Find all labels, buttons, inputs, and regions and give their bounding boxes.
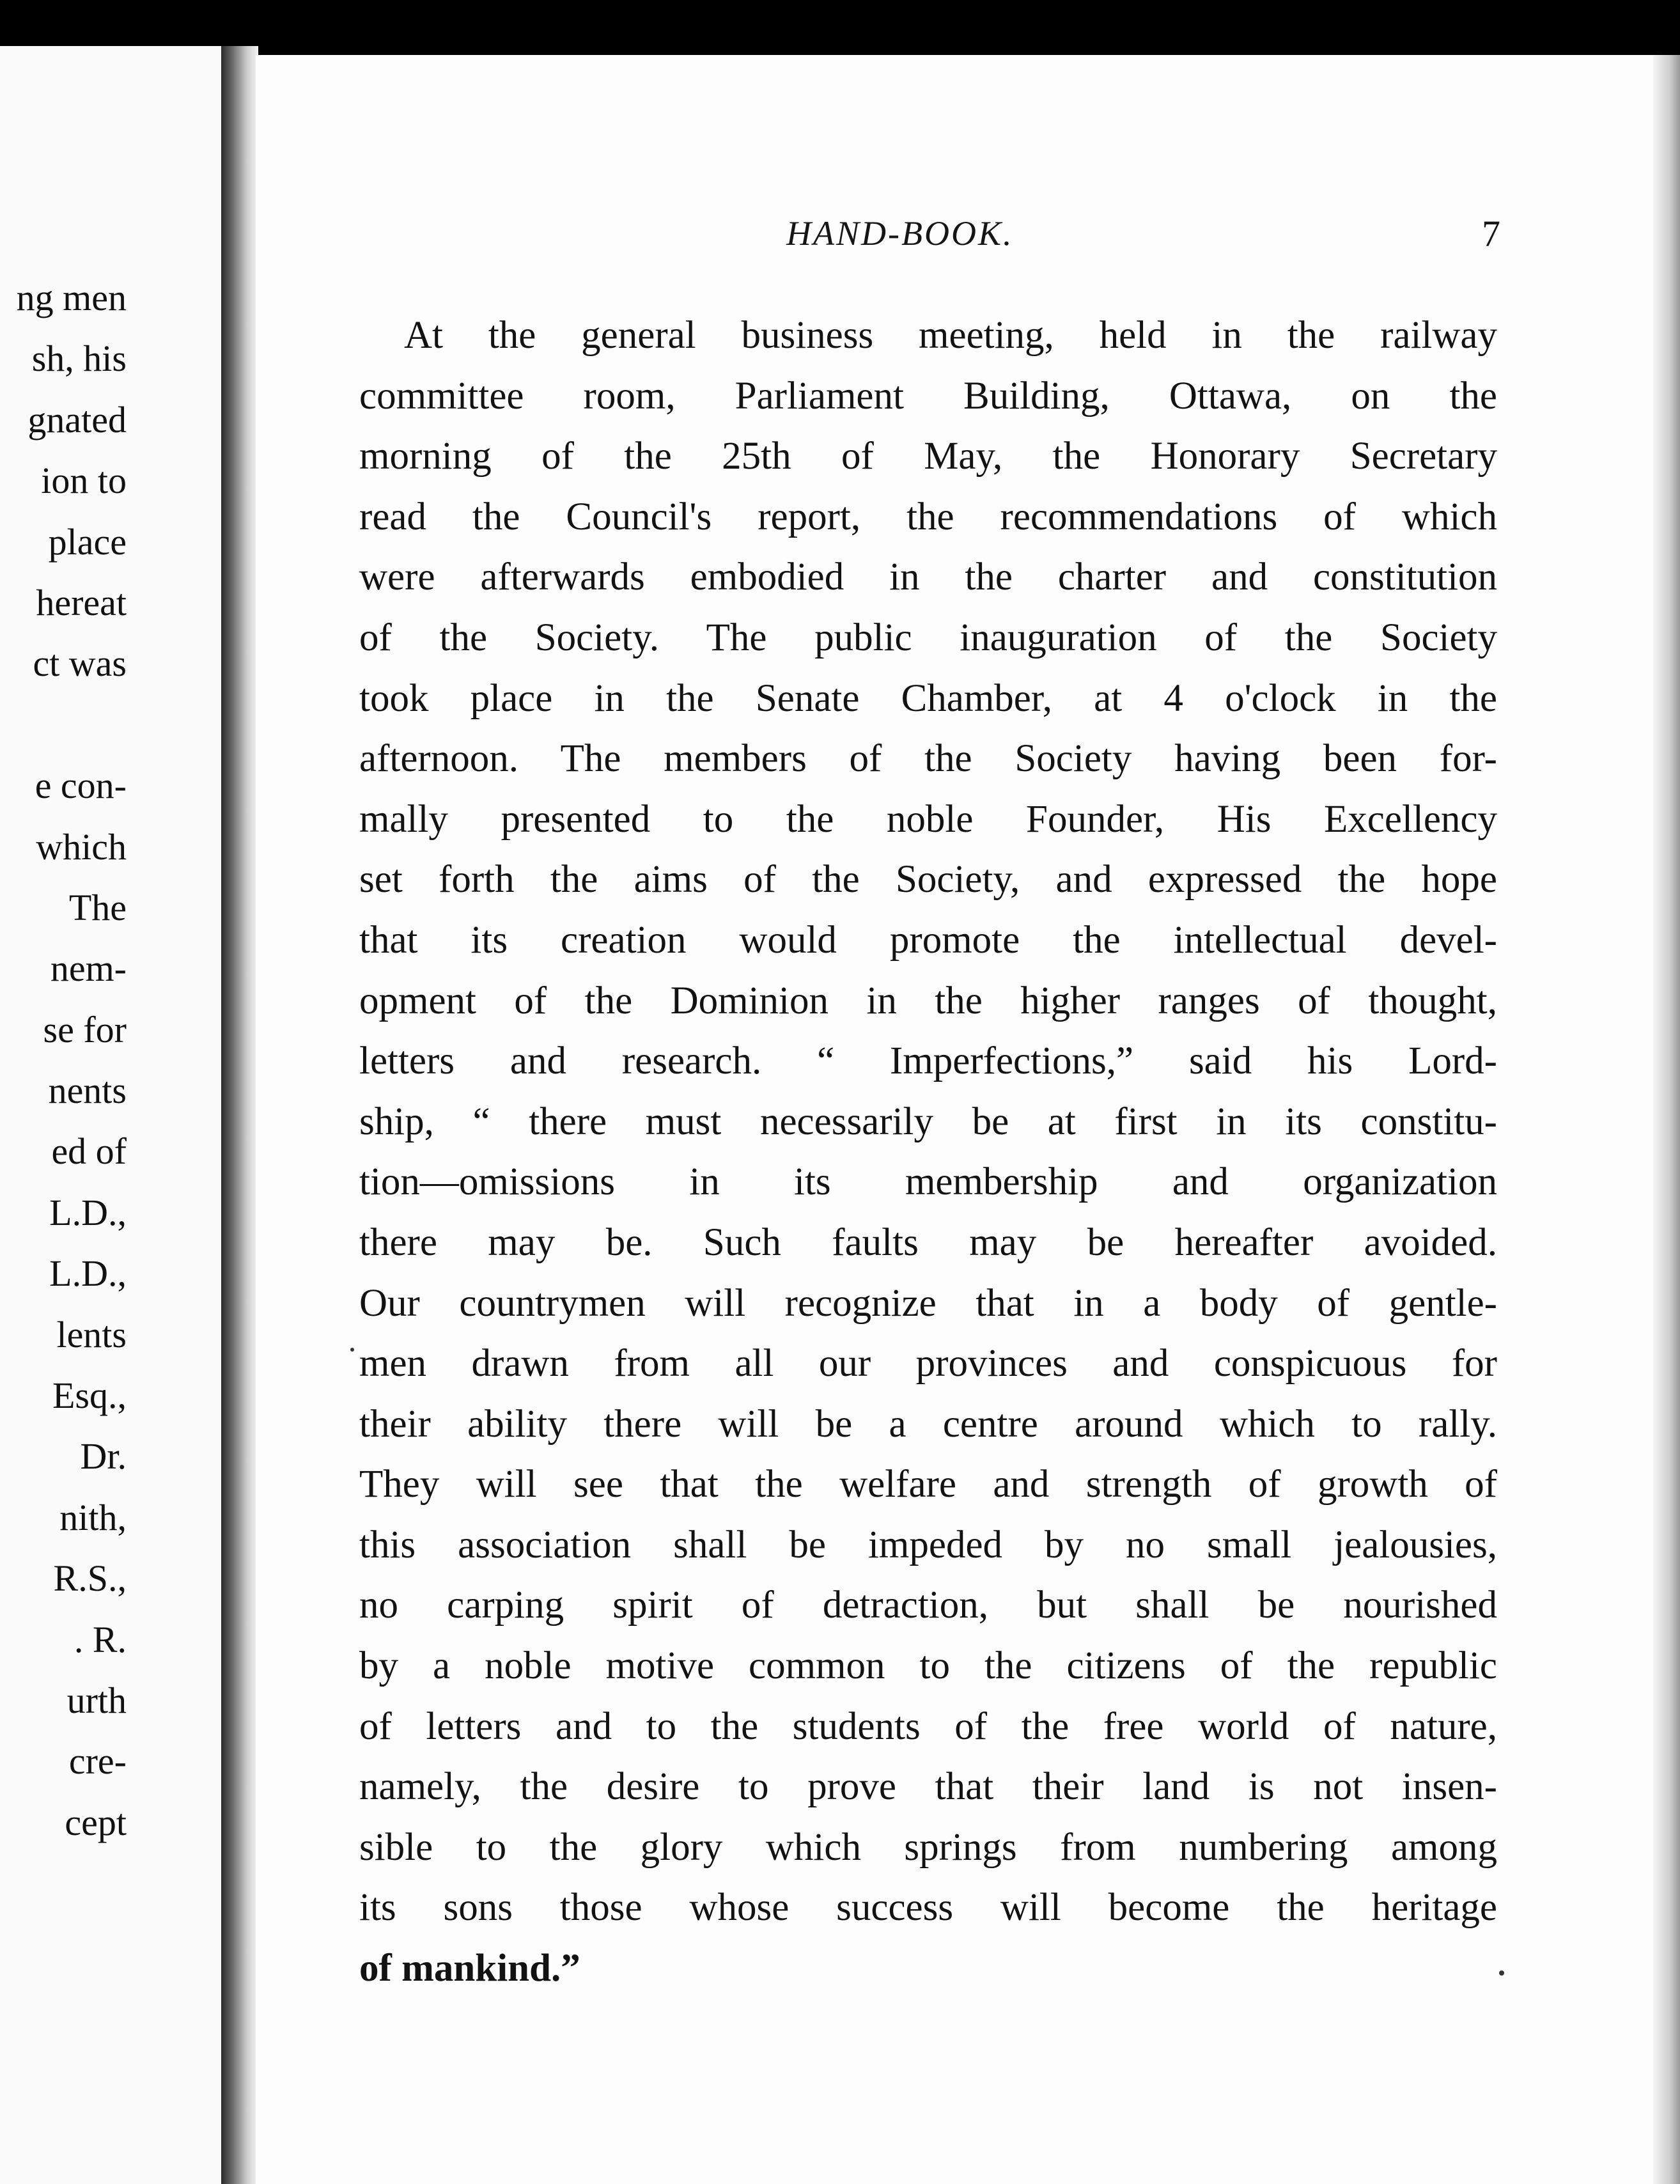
body-line-17: Our countrymen will recognize that in a body of gentle- [359, 1281, 1497, 1325]
left-line-24: urth [66, 1679, 127, 1721]
body-line-28: of mankind.” [359, 1947, 580, 1990]
left-line-12: nem- [50, 948, 127, 990]
left-line-10: which [36, 825, 127, 868]
left-line-11: The [68, 886, 127, 928]
left-page-text [0, 267, 225, 1853]
body-line-16: there may be. Such faults may be hereafter avoided. [359, 1221, 1497, 1264]
body-line-8: afternoon. The members of the Society having been for- [359, 737, 1497, 781]
body-line-21: this association shall be impeded by no small jealousies, [359, 1523, 1497, 1566]
body-line-4: read the Council's report, the recommendations of which [359, 495, 1497, 538]
ink-speck [1499, 1970, 1504, 1976]
left-line-19: Esq., [52, 1375, 127, 1417]
left-line-5: place [48, 520, 127, 563]
body-line-26: sible to the glory which springs from numbering among [359, 1825, 1497, 1869]
body-line-6: of the Society. The public inauguration of the Society [359, 616, 1497, 659]
body-line-11: that its creation would promote the intellectual devel- [359, 918, 1497, 962]
body-line-23: by a noble motive common to the citizens of the republic [359, 1644, 1497, 1688]
body-line-10: set forth the aims of the Society, and expressed the hope [359, 858, 1497, 901]
body-line-18: men drawn from all our provinces and conspicuous for [359, 1342, 1497, 1385]
left-line-17: L.D., [49, 1252, 127, 1295]
left-line-15: ed of [51, 1130, 127, 1173]
left-line-18: lents [56, 1313, 127, 1355]
book-gutter [221, 46, 258, 2184]
left-line-7: ct was [33, 643, 127, 685]
left-line-13: se for [43, 1008, 127, 1050]
left-line-1: ng men [16, 277, 127, 318]
body-line-5: were afterwards embodied in the charter and constitution [359, 556, 1497, 599]
ink-speck [350, 1348, 354, 1352]
body-line-25: namely, the desire to prove that their land is not insen- [359, 1765, 1497, 1809]
body-line-22: no carping spirit of detraction, but shall be nourished [359, 1584, 1497, 1627]
body-line-7: took place in the Senate Chamber, at 4 o'clock in the [359, 676, 1497, 720]
body-line-24: of letters and to the students of the free world of nature, [359, 1704, 1497, 1748]
running-head: HAND-BOOK. [786, 214, 1014, 253]
body-line-27: its sons those whose success will become the heritage [359, 1886, 1497, 1930]
left-line-22: R.S., [53, 1557, 127, 1600]
body-line-3: morning of the 25th of May, the Honorary Secretary [359, 435, 1497, 478]
body-line-12: opment of the Dominion in the higher ranges of thought, [359, 979, 1497, 1022]
left-line-6: hereat [36, 581, 127, 623]
left-line-26: cept [65, 1801, 127, 1843]
body-line-19: their ability there will be a centre around which to rally. [359, 1402, 1497, 1446]
left-line-14: nents [48, 1070, 127, 1112]
left-line-16: L.D., [49, 1191, 127, 1233]
body-line-15: tion—omissions in its membership and organization [359, 1160, 1497, 1204]
page-number: 7 [1482, 213, 1500, 254]
left-line-20: Dr. [80, 1435, 127, 1478]
body-paragraph [359, 306, 1497, 1999]
body-line-20: They will see that the welfare and strength of growth of [359, 1463, 1497, 1506]
left-line-8 [0, 694, 225, 755]
body-line-1: At the general business meeting, held in the railway [404, 314, 1497, 357]
left-line-21: nith, [59, 1496, 127, 1538]
body-line-14: ship, “ there must necessarily be at first in its constitu- [359, 1100, 1497, 1143]
left-line-25: cre- [68, 1740, 127, 1782]
left-line-23: . R. [74, 1618, 127, 1660]
left-line-9: e con- [35, 765, 127, 807]
body-line-13: letters and research. “ Imperfections,” said his Lord- [359, 1040, 1497, 1083]
right-page-edge [1653, 55, 1680, 2184]
left-line-2: sh, his [31, 338, 127, 380]
left-line-4: ion to [41, 460, 127, 502]
body-line-2: committee room, Parliament Building, Ottawa, on the [359, 374, 1497, 417]
body-line-9: mally presented to the noble Founder, His Excellency [359, 797, 1497, 841]
left-line-3: gnated [27, 398, 127, 441]
